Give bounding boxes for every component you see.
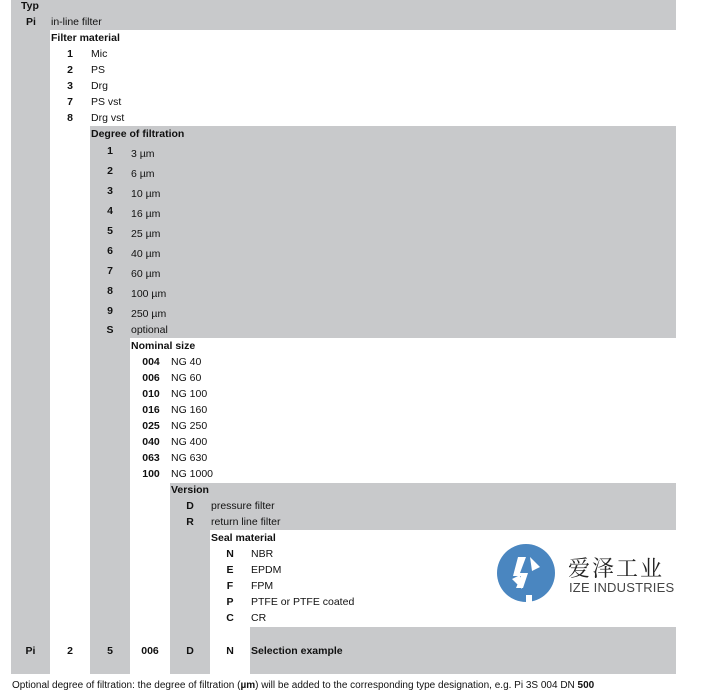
degree-label: 40 µm (131, 248, 161, 260)
nominal-size-label: NG 630 (171, 452, 208, 464)
filter-material-code: 2 (67, 64, 73, 76)
footnote-example-size: 500 (577, 680, 595, 691)
nominal-size-label: NG 60 (171, 372, 202, 384)
seal-material-label: NBR (251, 548, 274, 560)
degree-label: 25 µm (131, 228, 161, 240)
nominal-size-code: 004 (142, 356, 160, 368)
degree-label: 16 µm (131, 208, 161, 220)
seal-material-label: EPDM (251, 564, 282, 576)
degree-code: 5 (107, 225, 113, 237)
nominal-size-code: 006 (142, 372, 160, 384)
nominal-size-code: 100 (142, 468, 160, 480)
selection-code-type: Pi (25, 645, 36, 657)
version-label: pressure filter (211, 500, 275, 512)
selection-code-material: 2 (67, 645, 73, 657)
version-label: return line filter (211, 516, 281, 528)
degree-label: 10 µm (131, 188, 161, 200)
degree-label: 6 µm (131, 168, 155, 180)
selection-code-version: D (186, 645, 194, 657)
degree-band (90, 126, 676, 338)
selection-example-label: Selection example (251, 645, 343, 657)
nominal-size-label: NG 250 (171, 420, 208, 432)
nominal-size-header: Nominal size (131, 340, 196, 352)
filter-material-label: Drg vst (91, 112, 125, 124)
filter-material-label: Drg (91, 80, 108, 92)
degree-code: 4 (107, 205, 113, 217)
nominal-size-label: NG 100 (171, 388, 208, 400)
filter-material-label: Mic (91, 48, 108, 60)
selection-code-seal: N (226, 645, 234, 657)
typ-header: Typ (21, 0, 39, 12)
version-code: D (186, 500, 194, 512)
filter-material-code: 8 (67, 112, 73, 124)
filter-material-column (50, 126, 90, 674)
degree-code: 3 (107, 185, 113, 197)
degree-code: 8 (107, 285, 113, 297)
footnote-unit: µm (240, 680, 256, 691)
typ-label: in-line filter (51, 16, 102, 28)
ize-logo-icon (496, 543, 556, 603)
seal-material-header: Seal material (211, 532, 276, 544)
selection-code-degree: 5 (107, 645, 113, 657)
degree-label: 3 µm (131, 148, 155, 160)
footnote-middle: ) will be added to the corresponding type designation, e.g. Pi 3S 004 DN (255, 680, 578, 691)
nominal-size-label: NG 1000 (171, 468, 214, 480)
degree-code: 6 (107, 245, 113, 257)
degree-code: 1 (107, 145, 113, 157)
nominal-size-label: NG 160 (171, 404, 208, 416)
degree-code: 9 (107, 305, 113, 317)
filter-material-header: Filter material (51, 32, 120, 44)
version-code: R (186, 516, 194, 528)
typ-code: Pi (26, 16, 36, 28)
nominal-size-label: NG 40 (171, 356, 202, 368)
degree-label: 100 µm (131, 288, 167, 300)
degree-label: optional (131, 324, 168, 336)
nominal-size-band (130, 338, 676, 483)
degree-label: 60 µm (131, 268, 161, 280)
seal-material-label: CR (251, 612, 267, 624)
filter-material-code: 1 (67, 48, 73, 60)
filter-material-code: 7 (67, 96, 73, 108)
nominal-size-code: 063 (142, 452, 160, 464)
selection-code-size: 006 (141, 645, 159, 657)
logo-english-text: IZE INDUSTRIES (569, 580, 675, 595)
filter-material-band (50, 30, 676, 126)
seal-material-label: FPM (251, 580, 274, 592)
degree-code: 2 (107, 165, 113, 177)
degree-code: S (106, 324, 114, 336)
degree-header: Degree of filtration (91, 128, 185, 140)
version-header: Version (171, 484, 209, 496)
footnote-prefix: Optional degree of filtration: the degree of filtration ( (12, 680, 241, 691)
nominal-size-code: 010 (142, 388, 160, 400)
filter-material-label: PS vst (91, 96, 122, 108)
seal-material-code: C (226, 612, 234, 624)
seal-material-code: F (226, 580, 234, 592)
nominal-size-code: 016 (142, 404, 160, 416)
degree-label: 250 µm (131, 308, 167, 320)
nominal-size-label: NG 400 (171, 436, 208, 448)
seal-material-code: N (226, 548, 234, 560)
nominal-size-code: 025 (142, 420, 160, 432)
seal-material-label: PTFE or PTFE coated (251, 596, 355, 608)
degree-code: 7 (107, 265, 113, 277)
logo-chinese-text: 爱泽工业 (568, 557, 665, 582)
nominal-size-code: 040 (142, 436, 160, 448)
footnote (12, 680, 594, 691)
seal-material-code: E (226, 564, 234, 576)
seal-material-code: P (226, 596, 234, 608)
filter-material-label: PS (91, 64, 106, 76)
filter-material-code: 3 (67, 80, 73, 92)
